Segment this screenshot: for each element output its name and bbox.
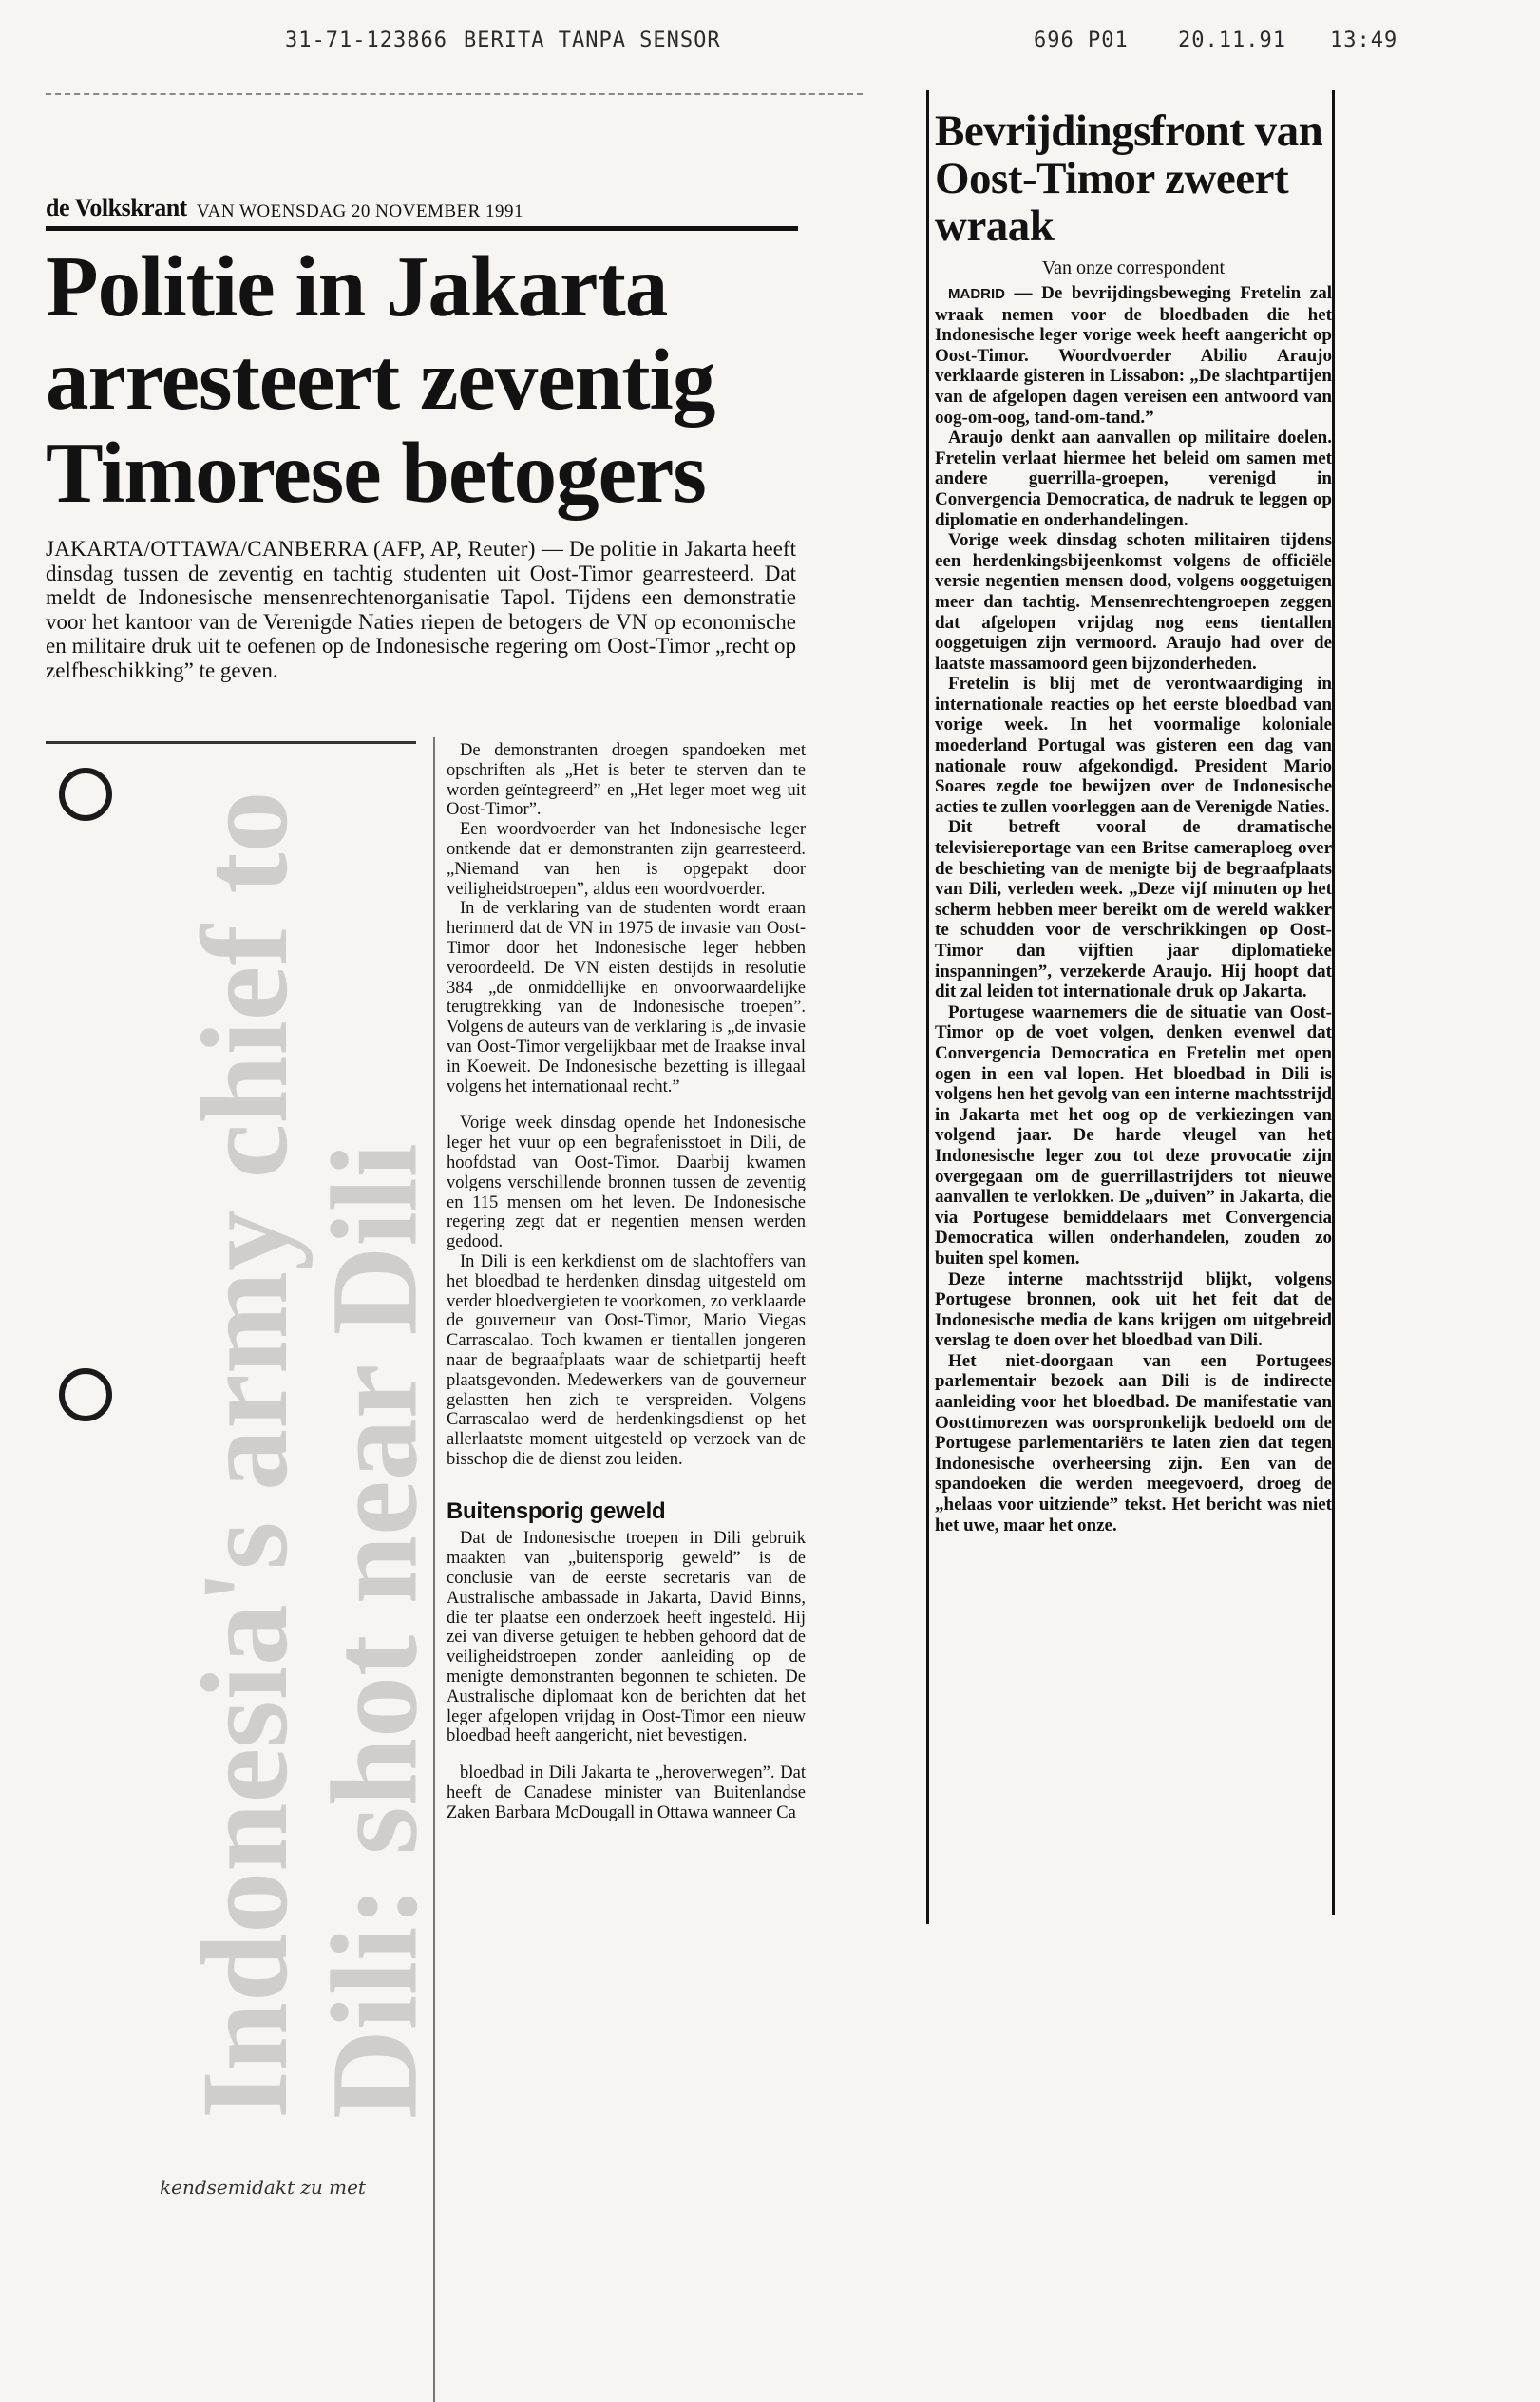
body-paragraph: Een woordvoerder van het Indonesische leger ontkende dat er demonstranten zijn gearresteerd. „Niemand van hen is opgepakt door veiligheidstroepen”, aldus een woordvoerder.	[447, 820, 806, 899]
body-paragraph: Vorige week dinsdag opende het Indonesische leger het vuur op een begrafenisstoet in Dili, de hoofdstad van Oost-Timor. Daarbij kwamen volgens verschillende bronnen tussen de zeventig en 115 mensen om het leven. De Indonesische regering zegt dat er negentien mensen werden gedood.	[447, 1114, 806, 1252]
lede-place: JAKARTA/OTTAWA/CANBERRA (AFP, AP, Reuter)	[46, 537, 536, 561]
punch-hole-top	[59, 768, 112, 821]
right-clipping-edge	[1332, 90, 1335, 1915]
right-body-paragraph: Dit betreft vooral de dramatische televisiereportage van een Britse cameraploeg over de beschieting van de menigte bij de begraafplaats van Dili, verleden week. „Deze vijf minuten op het scherm hebben meer bereikt om de wereld wakker te schudden voor de verschrikkingen op Oost-Timor dan vijftien jaar diplomatieke inspanningen”, verzekerde Araujo. Hij hoopt dat dit zal leiden tot internationale druk op Jakarta.	[935, 817, 1332, 1002]
body-paragraph: De demonstranten droegen spandoeken met opschriften als „Het is beter te sterven dan te worden geïntegreerd” en „Het leger moet weg uit Oost-Timor”.	[447, 741, 806, 820]
masthead	[46, 190, 798, 231]
right-body-paragraph: Fretelin is blij met de verontwaardiging in internationale reacties op het eerste bloedbad van vorige week. In het voormalige koloniale moederland Portugal was gisteren een dag van nationale rouw afgekondigd. President Mario Soares zegde toe bewijzen over de Indonesische acties te zullen voorleggen aan de Verenigde Naties.	[935, 674, 1332, 817]
right-headline: Bevrijdingsfront van Oost-Timor zweert wraak	[935, 106, 1323, 251]
right-body-paragraph: Portugese waarnemers die de situatie van Oost-Timor op de voet volgen, denken evenwel dat Convergencia Democratica en Fretelin met open ogen in een val lopen. Het bloedbad in Dili is volgens hen het gevolg van een interne machtsstrijd in Jakarta met het oog op de verkiezingen van volgend jaar. De harde vleugel van het Indonesische leger zou tot deze provocatie zijn overgegaan om de guerrillastrijders tot nieuwe aanvallen te verlokken. De „duiven” in Jakarta, die via Portugese bemiddelaars met Convergencia Democratica willen onderhandelen, zouden zo buiten spel komen.	[935, 1001, 1332, 1268]
left-clipping	[46, 190, 815, 2219]
right-body-paragraph: Araujo denkt aan aanvallen op militaire doelen. Fretelin verlaat hiermee het beleid om samen met andere guerrilla-groepen, verenigd in Convergencia Democratica, de nadruk te leggen op diplomatie en onderhandelingen.	[935, 428, 1332, 530]
right-byline: Van onze correspondent	[1041, 257, 1226, 278]
column-divider	[433, 737, 435, 2402]
body-paragraph: bloedbad in Dili Jakarta te „heroverwegen”. Dat heeft de Canadese minister van Buitenlandse Zaken Barbara McDougall in Ottawa wanneer Ca	[447, 1763, 806, 1822]
article-headline: Politie in Jakarta arresteert zeventig Timorese betogers	[46, 238, 715, 521]
article-lede	[46, 537, 796, 682]
newspaper-dateline: VAN WOENSDAG 20 NOVEMBER 1991	[196, 201, 524, 221]
right-body-paragraph	[935, 283, 1332, 428]
fax-page: 696 P01	[1034, 29, 1129, 52]
fax-sender-name: BERITA TANPA SENSOR	[464, 29, 721, 52]
fax-header	[0, 29, 1540, 57]
right-body-paragraph: Het niet-doorgaan van een Portugees parlementair bezoek aan Dili is de indirecte aanleiding voor het bloedbad. De manifestatie van Oosttimorezen was oorspronkelijk bedoeld om de Portugese parlementariërs te laten zien dat tegen Indonesische overheersing zijn. Een van de spandoeken die werden meegevoerd, droeg de „helaas voor uitziende” tekst. Het bericht was niet het uwe, maar het onze.	[935, 1350, 1332, 1535]
bleed-through-text: Indonesia's army chief to Dili: shot near Dili	[177, 791, 444, 2119]
right-dateline: MADRID	[948, 286, 1005, 302]
body-paragraph: In de verklaring van de studenten wordt eraan herinnerd dat de VN in 1975 de invasie van Oost-Timor door het Indonesische leger hebben veroordeeld. De VN eisten destijds in resolutie 384 „de onmiddellijke en onvoorwaardelijke terugtrekking van de Indonesische troepen”. Volgens de auteurs van de verklaring is „de invasie van Oost-Timor vergelijkbaar met de Iraakse inval in Koeweit. De Indonesische bezetting is illegaal volgens het internationaal recht.”	[447, 899, 806, 1096]
right-article-body	[935, 283, 1332, 1535]
body-paragraph: In Dili is een kerkdienst om de slachtoffers van het bloedbad te herdenken dinsdag uitgesteld om verder bloedvergieten te voorkomen, zo verklaarde de gouverneur van Oost-Timor, Mario Viegas Carrascalao. Toch kwamen er tientallen jongeren naar de begraafplaats waar de schietpartij heeft plaatsgevonden. Medewerkers van de gouverneur gelastten hen zich te verspreiden. Volgens Carrascalao werd de herdenkingsdienst op het allerlaatste moment uitgesteld op verzoek van de bisschop die de dienst zou leiden.	[447, 1251, 806, 1469]
newspaper-name: de Volkskrant	[46, 194, 187, 221]
column-rule	[46, 741, 416, 744]
punch-hole-bottom	[59, 1368, 112, 1421]
right-clipping	[926, 90, 1338, 1924]
handwritten-note: kendsemidakt zu met	[160, 2176, 366, 2199]
fax-date: 20.11.91	[1178, 29, 1286, 52]
fax-sender-id: 31-71-123866	[285, 29, 447, 52]
body-paragraph: Dat de Indonesische troepen in Dili gebruik maakten van „buitensporig geweld” is de conclusie van de eerste secretaris van de Australische ambassade in Jakarta, David Binns, die ter plaatse een onderzoek heeft ingesteld. Hij zei van diverse getuigen te hebben gehoord dat de veiligheidstroepen zonder aanleiding op de menigte demonstranten begonnen te schieten. De Australische diplomaat kon de berichten dat het leger afgelopen vrijdag in Oost-Timor een nieuw bloedbad heeft aangericht, niet bevestigen.	[447, 1529, 806, 1746]
right-lede-text: — De bevrijdingsbeweging Fretelin zal wraak nemen voor de bloedbaden die het Indonesische leger vorige week heeft aangericht op Oost-Timor. Woordvoerder Abilio Araujo verklaarde gisteren in Lissabon: „De slachtpartijen van de afgelopen dagen vereisen een antwoord van oog-om-oog, tand-om-tand.”	[935, 283, 1332, 428]
right-body-paragraph: Vorige week dinsdag schoten militairen tijdens een herdenkingsbijeenkomst volgens de officiële versie negentien mensen dood, volgens ooggetuigen meer dan tachtig. Mensenrechtengroepen zeggen dat afgelopen vrijdag nog eens tientallen ooggetuigen zijn vermoord. Araujo had over de laatste massamoord geen bijzonderheden.	[935, 530, 1332, 674]
article-body	[447, 741, 806, 1823]
fax-time: 13:49	[1330, 29, 1398, 52]
article-subhead: Buitensporig geweld	[447, 1497, 666, 1524]
right-body-paragraph: Deze interne machtsstrijd blijkt, volgens Portugese bronnen, ook uit het feit dat de Indonesische media de kans krijgen om uitgebreid verslag te doen over het bloedbad van Dili.	[935, 1268, 1332, 1351]
clipping-top-edge	[46, 93, 863, 95]
lede-text: — De politie in Jakarta heeft dinsdag tussen de zeventig en tachtig studenten uit Oost-Timor gearresteerd. Dat meldt de Indonesische mensenrechtenorganisatie Tapol. Tijdens een demonstratie voor het kantoor van de Verenigde Naties riepen de betogers de VN op economische en militaire druk uit te oefenen op de Indonesische regering om Oost-Timor „recht op zelfbeschikking” te geven.	[46, 537, 796, 682]
